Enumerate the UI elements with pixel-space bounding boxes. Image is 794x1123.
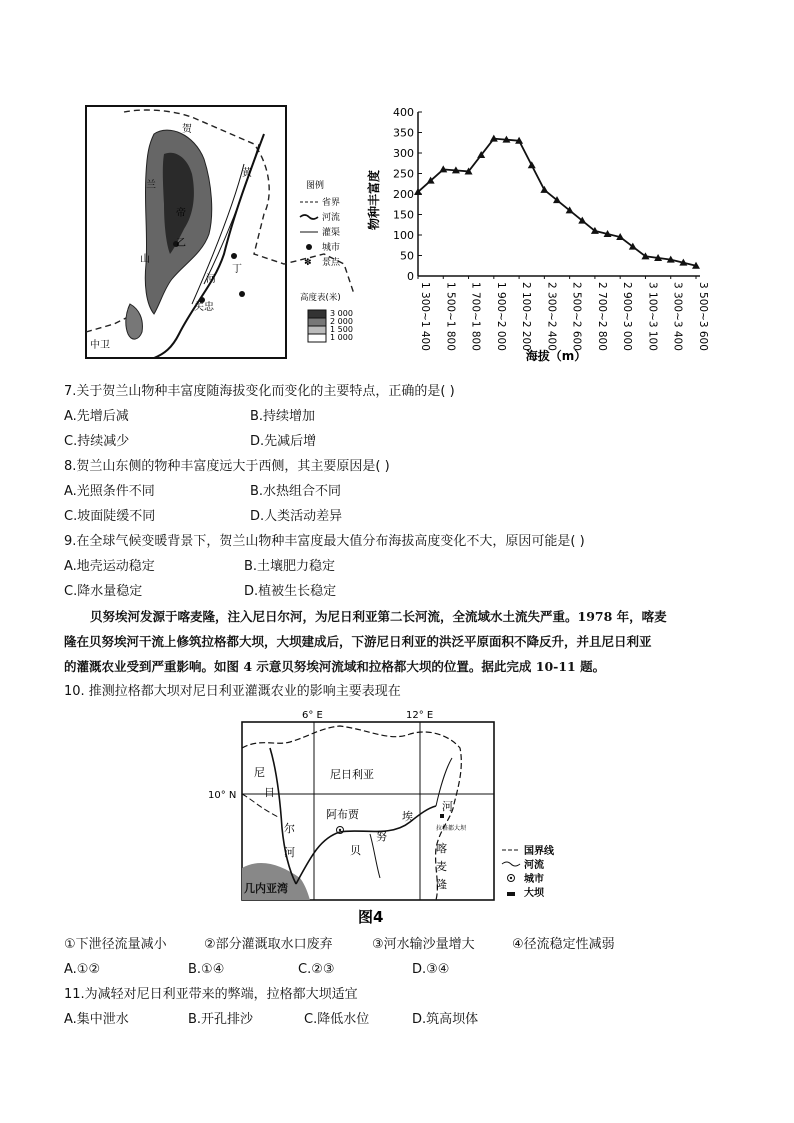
q9-option-b[interactable]: B.土壤肥力稳定: [244, 559, 336, 574]
elev-1: 2 000: [330, 317, 353, 326]
map1-label-zhongwei: 中卫: [90, 340, 110, 351]
q10-statement-2: ②部分灌溉取水口废弃: [204, 937, 333, 952]
q10-statement-1: ①下泄径流量减小: [64, 937, 167, 952]
map2-he: 河: [284, 846, 295, 859]
chart-xlabel: 海拔（m）: [525, 349, 587, 363]
q9-option-c[interactable]: C.降水量稳定: [64, 584, 143, 599]
q11-option-d[interactable]: D.筑高坝体: [412, 1012, 479, 1027]
q7-option-d[interactable]: D.先减后增: [250, 434, 317, 449]
map2-nu: 努: [376, 830, 387, 843]
chart-x-tick-label: 1 900~2 000: [494, 282, 507, 351]
q10-statement-3: ③河水输沙量增大: [372, 937, 475, 952]
q8-option-c[interactable]: C.坡面陡缓不同: [64, 509, 156, 524]
q7-option-b[interactable]: B.持续增加: [250, 409, 316, 424]
map2-legend-2: 城市: [524, 874, 544, 885]
chart-x-tick-label: 2 300~2 400: [545, 282, 558, 351]
q10-option-a[interactable]: A.①②: [64, 962, 101, 977]
legend-item-4: 景点: [322, 258, 341, 268]
chart-x-tick-label: 1 700~1 800: [469, 282, 482, 351]
q7-option-c[interactable]: C.持续减少: [64, 434, 130, 449]
map1-label-yi: 乙: [176, 238, 186, 249]
chart-y-tick-label: 400: [393, 106, 414, 119]
q8-stem: 8.贺兰山东侧的物种丰富度远大于西侧，其主要原因是( ): [64, 459, 390, 474]
q10-option-b[interactable]: B.①④: [188, 962, 225, 977]
map2-ai: 埃: [402, 810, 413, 823]
chart-y-tick-label: 100: [393, 229, 414, 242]
chart-point-marker: [528, 161, 536, 168]
scenic-spot-icon: ✽: [304, 258, 312, 268]
legend-item-0: 省界: [322, 198, 341, 208]
q10-option-d[interactable]: D.③④: [412, 962, 450, 977]
map2-ni: 尼: [254, 766, 265, 779]
q8-option-d[interactable]: D.人类活动差异: [250, 509, 343, 524]
map1-label-he: 贺: [182, 124, 192, 135]
chart-y-tick-label: 300: [393, 147, 414, 160]
q11-option-a[interactable]: A.集中泄水: [64, 1012, 129, 1027]
map1-label-lan: 兰: [146, 180, 156, 191]
map2-er: 尔: [284, 822, 295, 835]
map2-bei: 贝: [350, 844, 361, 857]
q9-stem: 9.在全球气候变暖背景下，贺兰山物种丰富度最大值分布海拔高度变化不大，原因可能是( ): [64, 534, 585, 549]
chart-x-tick-label: 2 900~3 000: [621, 282, 634, 351]
passage-line-1: 贝努埃河发源于喀麦隆，注入尼日尔河，为尼日利亚第二长河流，全流域水土流失严重。1978 年，喀麦: [90, 609, 667, 624]
map2-cam3: 隆: [436, 878, 447, 891]
map1-legend-title: 图例: [306, 181, 325, 191]
q11-option-c[interactable]: C.降低水位: [304, 1012, 370, 1027]
q7-stem: 7.关于贺兰山物种丰富度随海拔变化而变化的主要特点，正确的是( ): [64, 384, 455, 399]
map2-caption: 图4: [358, 908, 384, 926]
chart-y-tick-label: 250: [393, 167, 414, 181]
map2-dam: 拉格都大坝: [436, 825, 467, 832]
benue-map: [208, 708, 580, 930]
q10-stem: 10. 推测拉格都大坝对尼日利亚灌溉农业的影响主要表现在: [64, 684, 401, 699]
chart-x-tick-label: 1 300~1 400: [419, 282, 431, 351]
chart-y-tick-label: 50: [400, 249, 414, 263]
map2-lat-10: 10° N: [208, 790, 237, 801]
map2-cam1: 喀: [436, 842, 447, 855]
q7-option-a[interactable]: A.先增后减: [64, 409, 129, 424]
map1-label-river: 河: [206, 274, 216, 285]
dam-icon: [440, 814, 444, 818]
chart-x-tick-label: 3 100~3 100: [646, 282, 659, 351]
map2-lon-6: 6° E: [302, 710, 323, 721]
elev-title: 高度表(米): [300, 293, 341, 303]
map2-lon-12: 12° E: [406, 710, 434, 721]
elev-2: 1 500: [330, 325, 353, 334]
map2-he2: 河: [442, 800, 453, 813]
elev-0: 3 000: [330, 309, 353, 318]
map2-gulf: 几内亚湾: [244, 882, 288, 895]
elev-3: 1 000: [330, 333, 353, 342]
map2-abuja: 阿布贾: [326, 808, 359, 821]
chart-point: [540, 186, 548, 193]
map2-legend-1: 河流: [524, 860, 544, 871]
passage-line-3: 的灌溉农业受到严重影响。如图 4 示意贝努埃河流域和拉格都大坝的位置。据此完成 10-11 题。: [64, 659, 606, 674]
map2-legend-3: 大坝: [524, 888, 544, 899]
chart-y-tick-label: 150: [393, 208, 414, 222]
chart-y-tick-label: 350: [393, 126, 414, 140]
q8-option-b[interactable]: B.水热组合不同: [250, 484, 342, 499]
chart-x-tick-label: 1 500~1 800: [444, 282, 457, 351]
legend-item-2: 灌渠: [322, 228, 341, 238]
chart-x-tick-label: 2 100~2 200: [520, 282, 533, 351]
q9-option-a[interactable]: A.地壳运动稳定: [64, 559, 155, 574]
helan-map: [84, 104, 374, 364]
legend-item-1: 河流: [322, 213, 341, 223]
chart-x-tick-label: 2 700~2 800: [595, 282, 608, 351]
chart-x-tick-label: 3 500~3 600: [697, 282, 709, 351]
q11-option-b[interactable]: B.开孔排沙: [188, 1012, 254, 1027]
chart-x-tick-label: 3 300~3 400: [671, 282, 684, 351]
q10-option-c[interactable]: C.②③: [298, 962, 335, 977]
q11-stem: 11.为减轻对尼日利亚带来的弊端，拉格都大坝适宜: [64, 987, 358, 1002]
passage-line-2: 隆在贝努埃河干流上修筑拉格都大坝，大坝建成后，下游尼日利亚的洪泛平原面积不降反升，并且尼日利亚: [64, 634, 652, 649]
map2-nigeria: 尼日利亚: [330, 768, 374, 781]
map1-label-di: 帝: [176, 208, 186, 219]
chart-y-tick-label: 200: [393, 188, 414, 201]
map1-label-guanzhong: 关忠: [194, 302, 214, 313]
legend-item-3: 城市: [322, 243, 341, 253]
map1-label-huang: 黄: [242, 168, 252, 179]
map2-ri: 日: [264, 786, 275, 799]
q9-option-d[interactable]: D.植被生长稳定: [244, 584, 337, 599]
map1-label-ding: 丁: [232, 264, 242, 275]
chart-x-tick-label: 2 500~2 600: [570, 282, 583, 351]
q10-statement-4: ④径流稳定性减弱: [512, 937, 615, 952]
map1-label-shan: 山: [140, 254, 150, 265]
q8-option-a[interactable]: A.光照条件不同: [64, 484, 155, 499]
chart-y-tick-label: 0: [407, 270, 414, 283]
richness-chart: [362, 100, 718, 368]
map2-cam2: 麦: [436, 860, 447, 873]
chart-ylabel: 物种丰富度: [367, 169, 381, 231]
map2-legend-0: 国界线: [524, 846, 554, 857]
